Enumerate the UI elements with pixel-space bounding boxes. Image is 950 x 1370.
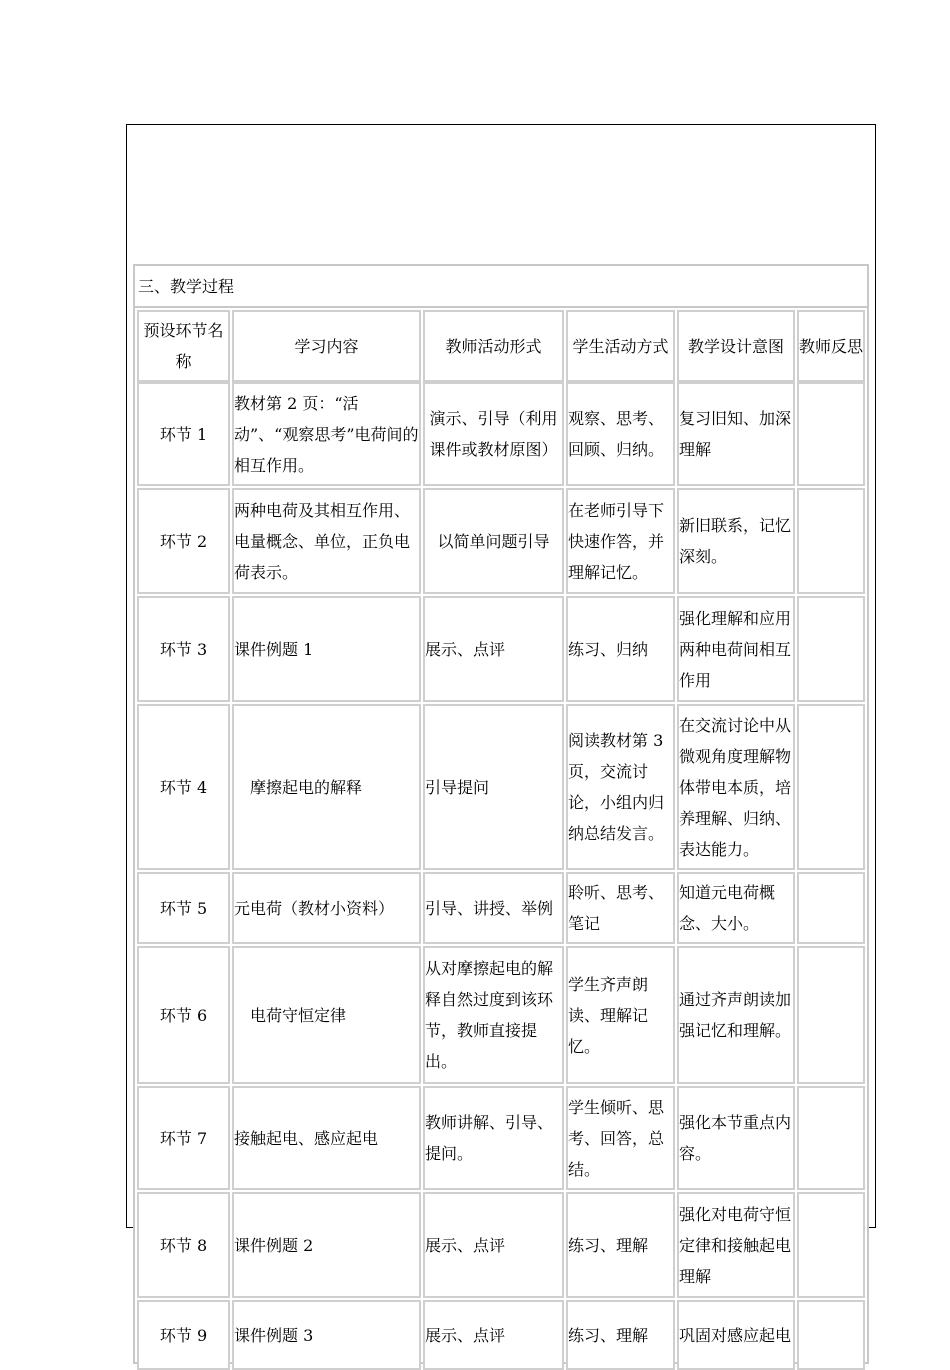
- stage-cell-text: 环节 8: [159, 1235, 208, 1255]
- teacher-activity-cell-text: 演示、引导（利用课件或教材原图）: [429, 409, 558, 459]
- content-cell-text: 教材第 2 页：“活动”、“观察思考”电荷间的相互作用。: [234, 393, 419, 475]
- student-activity-cell: [566, 488, 675, 594]
- content-cell-text: 课件例题 2: [234, 1235, 314, 1255]
- student-activity-cell: [566, 1192, 675, 1298]
- stage-cell: [137, 872, 230, 944]
- stage-cell-text: 环节 4: [159, 777, 208, 797]
- content-cell-text: 接触起电、感应起电: [234, 1128, 379, 1148]
- student-activity-cell: [566, 1300, 675, 1370]
- teacher-activity-cell-text: 教师讲解、引导、提问。: [425, 1113, 554, 1163]
- student-activity-cell-text: 阅读教材第 3 页，交流讨论，小组内归纳总结发言。: [568, 731, 665, 843]
- content-cell-text: 摩擦起电的解释: [250, 777, 363, 797]
- header-reflection-cell: [797, 310, 865, 382]
- reflection-cell: [797, 382, 865, 486]
- design-intent-cell: [677, 382, 795, 486]
- student-activity-cell-text: 练习、理解: [568, 1325, 649, 1345]
- reflection-cell: [797, 704, 865, 870]
- stage-cell: [137, 382, 230, 486]
- stage-cell-text: 环节 1: [159, 424, 208, 444]
- content-cell-text: 元电荷（教材小资料）: [234, 898, 395, 918]
- teacher-activity-cell-text: 引导、讲授、举例: [425, 898, 554, 918]
- content-cell: [232, 872, 421, 944]
- content-cell-text: 课件例题 3: [234, 1325, 314, 1345]
- reflection-cell: [797, 596, 865, 702]
- content-cell-text: 两种电荷及其相互作用、电量概念、单位，正负电荷表示。: [234, 500, 411, 582]
- content-cell-text: 电荷守恒定律: [250, 1005, 347, 1025]
- teacher-activity-cell: [423, 1192, 564, 1298]
- content-cell: [232, 1086, 421, 1190]
- student-activity-cell: [566, 946, 675, 1084]
- stage-cell-text: 环节 5: [159, 898, 208, 918]
- design-intent-cell-text: 复习旧知、加深理解: [679, 409, 792, 459]
- stage-cell: [137, 596, 230, 702]
- header-content-cell-text: 学习内容: [294, 336, 359, 356]
- content-cell: [232, 382, 421, 486]
- content-cell: [232, 1300, 421, 1370]
- reflection-cell: [797, 1086, 865, 1190]
- reflection-cell: [797, 1300, 865, 1370]
- reflection-cell: [797, 946, 865, 1084]
- design-intent-cell-text: 强化对电荷守恒定律和接触起电理解: [679, 1204, 792, 1286]
- design-intent-cell-text: 巩固对感应起电: [679, 1325, 792, 1345]
- header-stage-cell: [137, 310, 230, 382]
- stage-cell: [137, 946, 230, 1084]
- header-design-intent-cell: [677, 310, 795, 382]
- section-title: 三、教学过程: [138, 277, 235, 296]
- header-student-activity-cell-text: 学生活动方式: [572, 336, 669, 356]
- student-activity-cell: [566, 1086, 675, 1190]
- teacher-activity-cell-text: 展示、点评: [425, 1325, 506, 1345]
- reflection-cell: [797, 872, 865, 944]
- stage-cell-text: 环节 3: [159, 639, 208, 659]
- header-reflection-cell-text: 教师反思: [799, 336, 864, 356]
- design-intent-cell: [677, 488, 795, 594]
- title-divider: [135, 306, 867, 308]
- design-intent-cell-text: 在交流讨论中从微观角度理解物体带电本质，培养理解、归纳、表达能力。: [679, 715, 792, 859]
- stage-cell-text: 环节 7: [159, 1128, 208, 1148]
- design-intent-cell: [677, 946, 795, 1084]
- teacher-activity-cell-text: 引导提问: [425, 777, 490, 797]
- stage-cell-text: 环节 9: [159, 1325, 208, 1345]
- teaching-process-table: [133, 264, 869, 1364]
- student-activity-cell-text: 学生齐声朗读、理解记忆。: [568, 974, 649, 1056]
- student-activity-cell: [566, 872, 675, 944]
- student-activity-cell-text: 在老师引导下快速作答，并理解记忆。: [568, 500, 665, 582]
- header-content-cell: [232, 310, 421, 382]
- design-intent-cell-text: 通过齐声朗读加强记忆和理解。: [679, 990, 792, 1040]
- header-design-intent-cell-text: 教学设计意图: [687, 336, 784, 356]
- teacher-activity-cell: [423, 488, 564, 594]
- content-cell: [232, 946, 421, 1084]
- teacher-activity-cell: [423, 704, 564, 870]
- design-intent-cell: [677, 1192, 795, 1298]
- content-cell: [232, 704, 421, 870]
- teacher-activity-cell: [423, 872, 564, 944]
- stage-cell: [137, 1300, 230, 1370]
- header-stage-cell-text: 预设环节名称: [143, 321, 224, 371]
- design-intent-cell-text: 知道元电荷概念、大小。: [679, 883, 776, 933]
- design-intent-cell: [677, 872, 795, 944]
- content-cell: [232, 1192, 421, 1298]
- student-activity-cell-text: 聆听、思考、笔记: [568, 883, 665, 933]
- student-activity-cell: [566, 596, 675, 702]
- stage-cell: [137, 1192, 230, 1298]
- stage-cell-text: 环节 2: [159, 531, 208, 551]
- stage-cell-text: 环节 6: [159, 1005, 208, 1025]
- stage-cell: [137, 1086, 230, 1190]
- header-teacher-activity-cell-text: 教师活动形式: [445, 336, 542, 356]
- header-student-activity-cell: [566, 310, 675, 382]
- teacher-activity-cell-text: 从对摩擦起电的解释自然过度到该环节，教师直接提出。: [425, 959, 554, 1071]
- teacher-activity-cell: [423, 1300, 564, 1370]
- teacher-activity-cell: [423, 596, 564, 702]
- header-teacher-activity-cell: [423, 310, 564, 382]
- teacher-activity-cell-text: 展示、点评: [425, 639, 506, 659]
- stage-cell: [137, 704, 230, 870]
- reflection-cell: [797, 1192, 865, 1298]
- student-activity-cell-text: 练习、归纳: [568, 639, 649, 659]
- teacher-activity-cell: [423, 382, 564, 486]
- design-intent-cell-text: 新旧联系，记忆深刻。: [679, 516, 792, 566]
- design-intent-cell: [677, 1086, 795, 1190]
- teacher-activity-cell-text: 展示、点评: [425, 1235, 506, 1255]
- teacher-activity-cell-text: 以简单问题引导: [437, 531, 550, 551]
- teacher-activity-cell: [423, 946, 564, 1084]
- student-activity-cell: [566, 704, 675, 870]
- student-activity-cell: [566, 382, 675, 486]
- student-activity-cell-text: 观察、思考、回顾、归纳。: [568, 409, 665, 459]
- teacher-activity-cell: [423, 1086, 564, 1190]
- content-cell: [232, 596, 421, 702]
- design-intent-cell-text: 强化本节重点内容。: [679, 1113, 792, 1163]
- design-intent-cell: [677, 1300, 795, 1370]
- content-cell: [232, 488, 421, 594]
- content-cell-text: 课件例题 1: [234, 639, 314, 659]
- design-intent-cell-text: 强化理解和应用两种电荷间相互作用: [679, 608, 792, 690]
- design-intent-cell: [677, 596, 795, 702]
- student-activity-cell-text: 练习、理解: [568, 1235, 649, 1255]
- student-activity-cell-text: 学生倾听、思考、回答，总结。: [568, 1097, 665, 1179]
- stage-cell: [137, 488, 230, 594]
- design-intent-cell: [677, 704, 795, 870]
- reflection-cell: [797, 488, 865, 594]
